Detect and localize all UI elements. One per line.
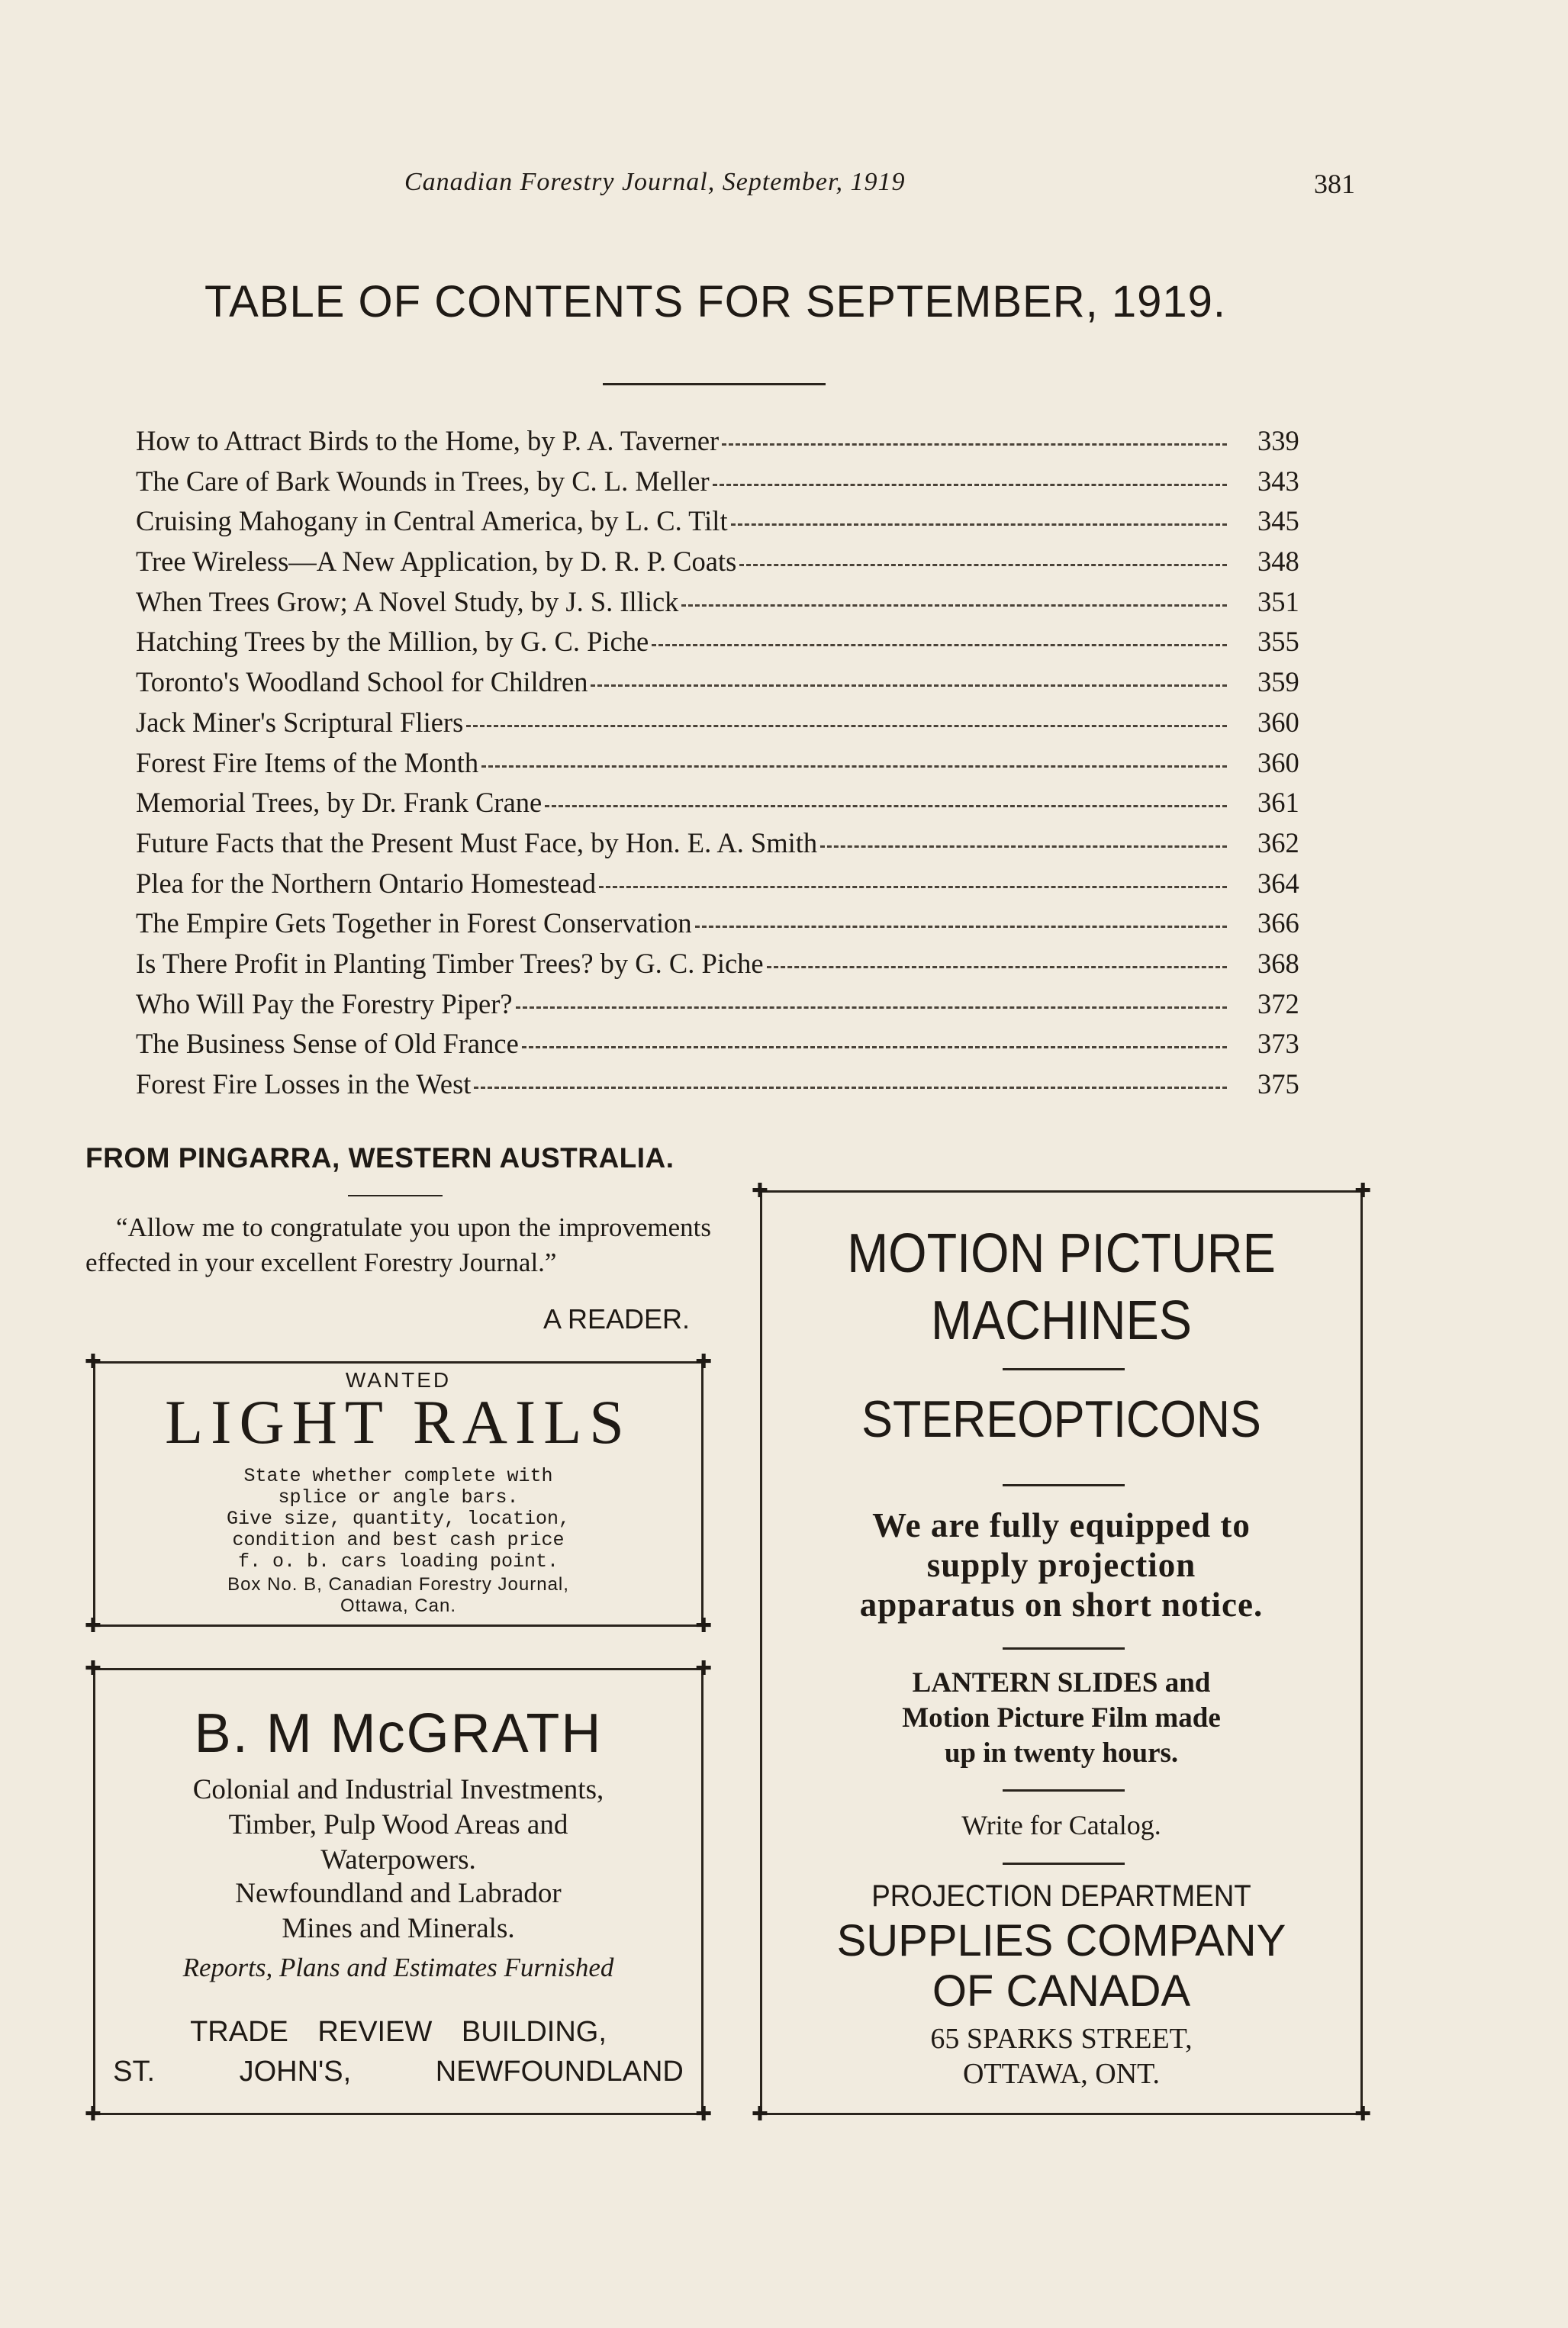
toc-leader-dots	[474, 1087, 1227, 1089]
mcgrath-service-line: Waterpowers.	[320, 1844, 476, 1876]
rails-box-address	[95, 1574, 701, 1617]
motion-equipped-line: We are fully equipped to	[872, 1506, 1251, 1544]
toc-leader-dots	[516, 1006, 1227, 1009]
toc-entry-title: Forest Fire Items of the Month	[136, 746, 479, 778]
toc-entry	[136, 987, 1311, 1028]
corner-ornament-icon: ✚	[85, 2103, 101, 2126]
toc-entry-title: When Trees Grow; A Novel Study, by J. S. Illick	[136, 585, 679, 617]
toc-entry	[136, 625, 1311, 665]
toc-entry	[136, 947, 1311, 987]
toc-entry-page: 366	[1257, 907, 1299, 939]
corner-ornament-icon: ✚	[695, 2103, 712, 2126]
toc-title: TABLE OF CONTENTS FOR SEPTEMBER, 1919.	[204, 277, 1226, 327]
toc-leader-dots	[713, 484, 1227, 486]
toc-entry-title: The Empire Gets Together in Forest Conservation	[136, 907, 692, 939]
motion-divider	[1003, 1863, 1125, 1865]
rails-body-line: condition and best cash price	[232, 1529, 565, 1551]
rails-body-line: Give size, quantity, location,	[226, 1508, 571, 1530]
toc-entry-title: Memorial Trees, by Dr. Frank Crane	[136, 787, 543, 819]
toc-entry-page: 364	[1257, 867, 1299, 899]
toc-leader-dots	[731, 523, 1227, 526]
toc-entry-page: 361	[1257, 787, 1299, 819]
toc-entry	[136, 545, 1311, 585]
motion-title-line: MACHINES	[930, 1290, 1193, 1351]
toc-leader-dots	[652, 644, 1227, 646]
rails-body-line: State whether complete with	[243, 1465, 553, 1487]
toc-leader-dots	[820, 845, 1227, 848]
mcgrath-ad	[85, 1657, 712, 2126]
motion-divider	[1003, 1368, 1125, 1370]
toc-entry-title: The Business Sense of Old France	[136, 1028, 519, 1060]
quote-text: “Allow me to congratulate you upon the improvements effected in your excellent Forestry Journal.”	[85, 1212, 711, 1277]
toc-entry-title: Toronto's Woodland School for Children	[136, 666, 588, 698]
toc-leader-dots	[522, 1046, 1227, 1048]
page-number: 381	[1314, 169, 1355, 199]
corner-ornament-icon: ✚	[752, 2103, 768, 2126]
lantern-slides-line: LANTERN SLIDES and	[912, 1667, 1211, 1699]
toc-entry-page: 348	[1257, 546, 1299, 578]
toc-entry	[136, 867, 1311, 907]
toc-leader-dots	[466, 725, 1227, 727]
mcgrath-service-line: Colonial and Industrial Investments,	[192, 1774, 604, 1805]
motion-title	[792, 1220, 1331, 1354]
toc-entry	[136, 906, 1311, 947]
toc-leader-dots	[481, 765, 1227, 768]
mcgrath-mines-line: Newfoundland and Labrador	[235, 1878, 562, 1909]
toc-leader-dots	[695, 926, 1227, 928]
toc-entry	[136, 786, 1311, 826]
toc-entry-page: 360	[1257, 746, 1299, 778]
toc-entry	[136, 585, 1311, 626]
company-address-line: OTTAWA, ONT.	[962, 2058, 1161, 2090]
light-rails-ad	[85, 1351, 712, 1637]
toc-leader-dots	[722, 443, 1227, 446]
projection-department: PROJECTION DEPARTMENT	[871, 1879, 1251, 1913]
toc-entry-page: 375	[1257, 1068, 1299, 1100]
toc-entry-page: 355	[1257, 626, 1299, 658]
mcgrath-name: B. M McGRATH	[194, 1703, 603, 1764]
quote-heading: FROM PINGARRA, WESTERN AUSTRALIA.	[85, 1142, 675, 1174]
mcgrath-mines	[95, 1876, 701, 1946]
corner-ornament-icon: ✚	[695, 1351, 712, 1373]
corner-ornament-icon: ✚	[695, 1657, 712, 1680]
mcgrath-address-line: ST. JOHN'S, NEWFOUNDLAND	[113, 2056, 684, 2088]
toc-entry	[136, 746, 1311, 787]
toc-leader-dots	[739, 564, 1227, 566]
mcgrath-service-line: Timber, Pulp Wood Areas and	[228, 1809, 568, 1840]
toc-entry-page: 368	[1257, 947, 1299, 979]
motion-title-line: MOTION PICTURE	[847, 1223, 1276, 1284]
rails-wanted: WANTED	[345, 1368, 452, 1392]
quote-signature: A READER.	[543, 1303, 691, 1335]
corner-ornament-icon: ✚	[1354, 1180, 1371, 1203]
toc-entry-page: 362	[1257, 826, 1299, 858]
toc-entry-page: 339	[1257, 425, 1299, 456]
toc-entry-title: Jack Miner's Scriptural Fliers	[136, 706, 464, 738]
corner-ornament-icon: ✚	[85, 1657, 101, 1680]
toc-entry	[136, 1027, 1311, 1067]
mcgrath-mines-line: Mines and Minerals.	[282, 1913, 515, 1944]
toc-entry	[136, 504, 1311, 545]
mcgrath-services	[95, 1773, 701, 1878]
corner-ornament-icon: ✚	[1354, 2103, 1371, 2126]
rails-body-line: splice or angle bars.	[278, 1486, 519, 1509]
toc-entry-page: 373	[1257, 1028, 1299, 1060]
motion-equipped-line: supply projection	[926, 1546, 1196, 1584]
mcgrath-address	[95, 2012, 701, 2091]
toc-entry-title: Future Facts that the Present Must Face, by Hon. E. A. Smith	[136, 826, 818, 858]
toc-entry-title: Plea for the Northern Ontario Homestead	[136, 867, 597, 899]
toc-entry-page: 360	[1257, 706, 1299, 738]
toc-entry	[136, 665, 1311, 706]
toc-leader-dots	[767, 966, 1227, 968]
motion-divider	[1003, 1484, 1125, 1486]
rails-title: LIGHT RAILS	[165, 1387, 632, 1457]
lantern-slides-line: up in twenty hours.	[944, 1737, 1179, 1769]
corner-ornament-icon: ✚	[85, 1351, 101, 1373]
stereopticons-title: STEREOPTICONS	[861, 1390, 1261, 1448]
lantern-slides	[762, 1666, 1360, 1771]
toc-entry	[136, 826, 1311, 867]
toc-entry	[136, 424, 1311, 465]
motion-picture-ad	[752, 1180, 1371, 2126]
company-address	[762, 2021, 1360, 2091]
toc-list	[136, 424, 1311, 1108]
rails-body-line: f. o. b. cars loading point.	[237, 1550, 559, 1573]
toc-entry	[136, 706, 1311, 746]
toc-leader-dots	[599, 886, 1227, 888]
company-name-line: SUPPLIES COMPANY	[836, 1916, 1286, 1966]
toc-leader-dots	[591, 684, 1227, 687]
toc-entry-title: Cruising Mahogany in Central America, by L. C. Tilt	[136, 505, 728, 537]
catalog-note: Write for Catalog.	[961, 1810, 1161, 1840]
toc-entry-page: 372	[1257, 987, 1299, 1019]
toc-entry	[136, 1067, 1311, 1108]
corner-ornament-icon: ✚	[695, 1615, 712, 1637]
toc-leader-dots	[681, 604, 1227, 607]
rails-box-line: Box No. B, Canadian Forestry Journal,	[227, 1574, 569, 1595]
toc-entry-title: The Care of Bark Wounds in Trees, by C. L. Meller	[136, 465, 710, 497]
rails-box-line: Ottawa, Can.	[340, 1595, 457, 1616]
toc-leader-dots	[545, 805, 1227, 807]
toc-entry-title: Forest Fire Losses in the West	[136, 1068, 472, 1100]
corner-ornament-icon: ✚	[752, 1180, 768, 1203]
rails-body	[95, 1466, 701, 1573]
company-name-line: OF CANADA	[932, 1966, 1191, 2016]
company-address-line: 65 SPARKS STREET,	[930, 2023, 1193, 2055]
mcgrath-reports: Reports, Plans and Estimates Furnished	[182, 1953, 614, 1982]
toc-entry-title: Who Will Pay the Forestry Piper?	[136, 987, 513, 1019]
toc-entry-page: 359	[1257, 666, 1299, 698]
running-header: Canadian Forestry Journal, September, 1919	[404, 168, 906, 196]
corner-ornament-icon: ✚	[85, 1615, 101, 1637]
toc-entry-page: 345	[1257, 505, 1299, 537]
toc-entry-title: Tree Wireless—A New Application, by D. R. P. Coats	[136, 546, 737, 578]
toc-divider	[603, 383, 826, 385]
quote-divider	[348, 1195, 443, 1196]
toc-entry-page: 351	[1257, 585, 1299, 617]
company-name	[762, 1916, 1360, 2017]
motion-equipped-line: apparatus on short notice.	[859, 1586, 1264, 1624]
lantern-slides-line: Motion Picture Film made	[902, 1702, 1221, 1734]
mcgrath-address-line: TRADE REVIEW BUILDING,	[190, 2016, 607, 2048]
motion-divider	[1003, 1789, 1125, 1792]
motion-equipped	[762, 1505, 1360, 1624]
toc-entry	[136, 465, 1311, 505]
toc-entry-page: 343	[1257, 465, 1299, 497]
toc-entry-title: Is There Profit in Planting Timber Trees? by G. C. Piche	[136, 947, 764, 979]
toc-entry-title: Hatching Trees by the Million, by G. C. Piche	[136, 626, 649, 658]
toc-entry-title: How to Attract Birds to the Home, by P. A. Taverner	[136, 425, 720, 456]
motion-divider	[1003, 1647, 1125, 1650]
